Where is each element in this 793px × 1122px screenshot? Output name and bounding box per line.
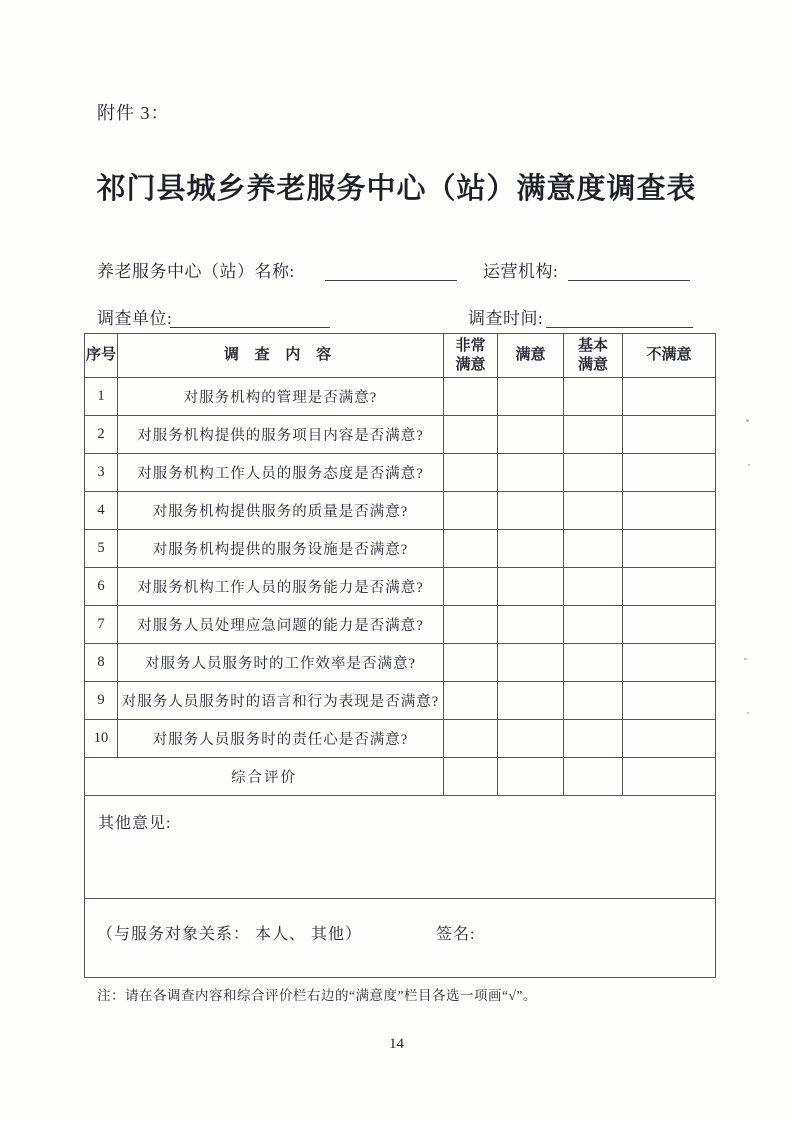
rating-cell-basically-satisfied [564, 568, 623, 606]
table-header-row [85, 334, 716, 378]
center-name-label: 养老服务中心（站）名称: [97, 262, 295, 281]
row-number: 9 [85, 682, 118, 720]
rating-cell-basically-satisfied [564, 378, 623, 416]
rating-cell-not-satisfied [623, 682, 716, 720]
scan-artifact [744, 658, 747, 660]
question-text: 对服务机构提供的服务设施是否满意? [118, 530, 444, 568]
rating-cell-not-satisfied [623, 644, 716, 682]
rating-cell-basically-satisfied [564, 720, 623, 758]
rating-cell-very-satisfied [444, 758, 498, 796]
row-number: 6 [85, 568, 118, 606]
header-no: 序号 [85, 334, 118, 378]
rating-cell-not-satisfied [623, 378, 716, 416]
question-text: 对服务机构工作人员的服务态度是否满意? [118, 454, 444, 492]
rating-cell-basically-satisfied [564, 492, 623, 530]
question-text: 对服务机构的管理是否满意? [118, 378, 444, 416]
row-number: 7 [85, 606, 118, 644]
overall-evaluation-label: 综合评价 [85, 758, 444, 796]
rating-cell-very-satisfied [444, 682, 498, 720]
rating-cell-satisfied [498, 530, 564, 568]
survey-time-label: 调查时间: [468, 309, 544, 328]
rating-cell-very-satisfied [444, 378, 498, 416]
rating-cell-satisfied [498, 758, 564, 796]
center-name-blank [325, 260, 457, 281]
table-row [85, 378, 716, 416]
rating-cell-very-satisfied [444, 454, 498, 492]
table-row [85, 682, 716, 720]
table-row [85, 454, 716, 492]
header-not-satisfied: 不满意 [623, 334, 716, 378]
row-number: 3 [85, 454, 118, 492]
row-number: 1 [85, 378, 118, 416]
rating-cell-very-satisfied [444, 606, 498, 644]
question-text: 对服务人员处理应急问题的能力是否满意? [118, 606, 444, 644]
rating-cell-satisfied [498, 492, 564, 530]
rating-cell-not-satisfied [623, 454, 716, 492]
rating-cell-basically-satisfied [564, 416, 623, 454]
table-row [85, 606, 716, 644]
document-title: 祁门县城乡养老服务中心（站）满意度调查表 [96, 173, 697, 205]
rating-cell-basically-satisfied [564, 682, 623, 720]
rating-cell-basically-satisfied [564, 606, 623, 644]
rating-cell-not-satisfied [623, 758, 716, 796]
survey-unit-blank [170, 307, 330, 328]
question-text: 对服务人员服务时的责任心是否满意? [118, 720, 444, 758]
row-number: 4 [85, 492, 118, 530]
survey-unit-label: 调查单位: [97, 309, 173, 328]
footnote: 注：请在各调查内容和综合评价栏右边的“满意度”栏目各选一项画“√”。 [97, 988, 537, 1003]
rating-cell-very-satisfied [444, 720, 498, 758]
rating-cell-satisfied [498, 568, 564, 606]
signature-row [85, 899, 716, 978]
rating-cell-satisfied [498, 416, 564, 454]
row-number: 10 [85, 720, 118, 758]
rating-cell-not-satisfied [623, 720, 716, 758]
rating-cell-not-satisfied [623, 530, 716, 568]
rating-cell-basically-satisfied [564, 644, 623, 682]
rating-cell-basically-satisfied [564, 758, 623, 796]
scan-artifact [746, 419, 749, 422]
other-opinions-label: 其他意见: [85, 796, 716, 899]
table-row [85, 644, 716, 682]
rating-cell-satisfied [498, 378, 564, 416]
question-text: 对服务机构提供的服务项目内容是否满意? [118, 416, 444, 454]
table-row [85, 568, 716, 606]
rating-cell-satisfied [498, 720, 564, 758]
survey-table [84, 333, 716, 978]
table-row [85, 720, 716, 758]
overall-evaluation-row [85, 758, 716, 796]
scan-artifact [747, 712, 749, 714]
rating-cell-very-satisfied [444, 530, 498, 568]
row-number: 2 [85, 416, 118, 454]
table-row [85, 492, 716, 530]
row-number: 8 [85, 644, 118, 682]
question-text: 对服务人员服务时的工作效率是否满意? [118, 644, 444, 682]
header-basically-satisfied: 基本满意 [564, 334, 623, 378]
signature-cell [85, 899, 716, 978]
rating-cell-not-satisfied [623, 568, 716, 606]
signature-label: 签名: [436, 926, 476, 943]
rating-cell-satisfied [498, 606, 564, 644]
rating-cell-basically-satisfied [564, 454, 623, 492]
attachment-label: 附件 3： [97, 103, 170, 123]
other-opinions-row [85, 796, 716, 899]
operator-blank [568, 260, 690, 281]
rating-cell-not-satisfied [623, 416, 716, 454]
question-text: 对服务机构提供服务的质量是否满意? [118, 492, 444, 530]
rating-cell-satisfied [498, 682, 564, 720]
rating-cell-not-satisfied [623, 606, 716, 644]
table-row [85, 416, 716, 454]
rating-cell-satisfied [498, 454, 564, 492]
operator-label: 运营机构: [483, 262, 559, 281]
question-text: 对服务机构工作人员的服务能力是否满意? [118, 568, 444, 606]
row-number: 5 [85, 530, 118, 568]
rating-cell-very-satisfied [444, 492, 498, 530]
rating-cell-very-satisfied [444, 644, 498, 682]
header-satisfied: 满意 [498, 334, 564, 378]
rating-cell-very-satisfied [444, 568, 498, 606]
header-very-satisfied: 非常满意 [444, 334, 498, 378]
relationship-label: （与服务对象关系： 本人、 其他） [97, 926, 363, 943]
header-content: 调 查 内 容 [118, 334, 444, 378]
rating-cell-not-satisfied [623, 492, 716, 530]
rating-cell-satisfied [498, 644, 564, 682]
scan-artifact [748, 464, 750, 466]
table-row [85, 530, 716, 568]
question-text: 对服务人员服务时的语言和行为表现是否满意? [118, 682, 444, 720]
rating-cell-basically-satisfied [564, 530, 623, 568]
page-number: 14 [389, 1036, 404, 1052]
survey-time-blank [546, 307, 693, 328]
rating-cell-very-satisfied [444, 416, 498, 454]
